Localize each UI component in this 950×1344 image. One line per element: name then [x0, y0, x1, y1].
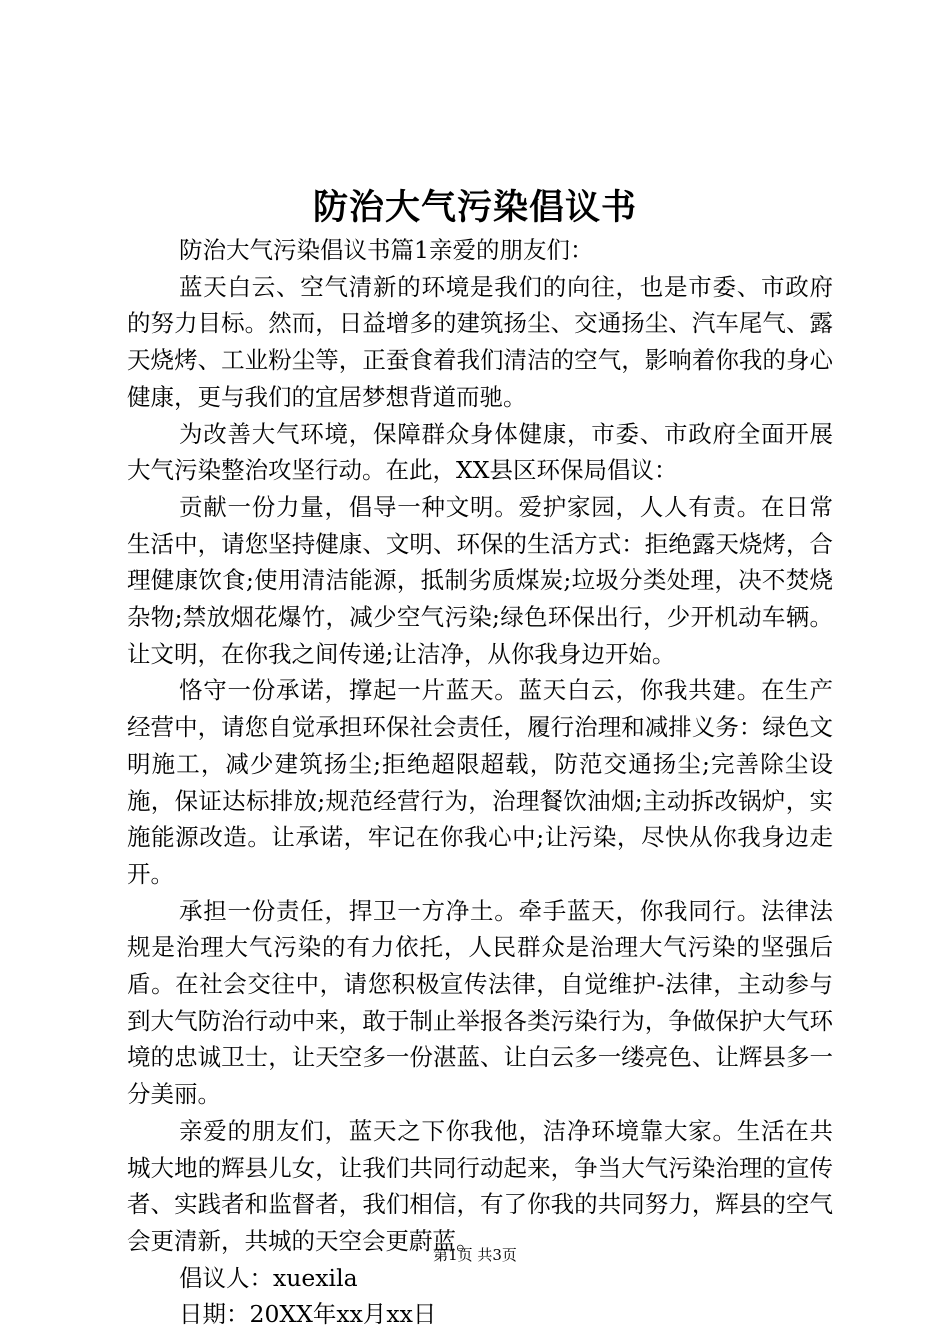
paragraph-contribute: 贡献一份力量，倡导一种文明。爱护家园，人人有责。在日常生活中，请您坚持健康、文明、环保的生活方式：拒绝露天烧烤，合理健康饮食;使用清洁能源，抵制劣质煤炭;垃圾分类处理，决不焚烧杂物;禁放烟花爆竹，减少空气污染;绿色环保出行，少开机动车辆。让文明，在你我之间传递;让洁净，从你我身边开始。 — [127, 492, 833, 668]
document-title: 防治大气污染倡议书 — [312, 187, 637, 228]
paragraph-commitment: 恪守一份承诺，撑起一片蓝天。蓝天白云，你我共建。在生产经营中，请您自觉承担环保社会责任，履行治理和减排义务：绿色文明施工，减少建筑扬尘;拒绝超限超载，防范交通扬尘;完善除尘设施，保证达标排放;规范经营行为，治理餐饮油烟;主动拆改锅炉，实施能源改造。让承诺，牢记在你我心中;让污染，尽快从你我身边走开。 — [127, 676, 833, 888]
paragraph-closing: 亲爱的朋友们，蓝天之下你我他，洁净环境靠大家。生活在共城大地的辉县儿女，让我们共同行动起来，争当大气污染治理的宣传者、实践者和监督者，我们相信，有了你我的共同努力，辉县的空气会更清新，共城的天空会更蔚蓝。 — [127, 1116, 833, 1255]
intro-paragraph: 防治大气污染倡议书篇1亲爱的朋友们： — [179, 236, 594, 264]
paragraph-initiative: 为改善大气环境，保障群众身体健康，市委、市政府全面开展大气污染整治攻坚行动。在此，XX县区环保局倡议： — [127, 419, 833, 485]
date-line: 日期：20XX年xx月xx日 — [179, 1300, 437, 1329]
page-number-footer: 第1页 共3页 — [433, 1246, 517, 1264]
paragraph-vision: 蓝天白云、空气清新的环境是我们的向往，也是市委、市政府的努力目标。然而，日益增多的建筑扬尘、交通扬尘、汽车尾气、露天烧烤、工业粉尘等，正蚕食着我们清洁的空气，影响着你我的身心健康，更与我们的宜居梦想背道而驰。 — [127, 272, 833, 411]
document-body — [127, 232, 833, 1333]
signature-line: 倡议人：xuexila — [179, 1263, 358, 1292]
paragraph-responsibility: 承担一份责任，捍卫一方净土。牵手蓝天，你我同行。法律法规是治理大气污染的有力依托，人民群众是治理大气污染的坚强后盾。在社会交往中，请您积极宣传法律，自觉维护-法律，主动参与到大气防治行动中来，敢于制止举报各类污染行为，争做保护大气环境的忠诚卫士，让天空多一份湛蓝、让白云多一缕亮色、让辉县多一分美丽。 — [127, 896, 833, 1109]
